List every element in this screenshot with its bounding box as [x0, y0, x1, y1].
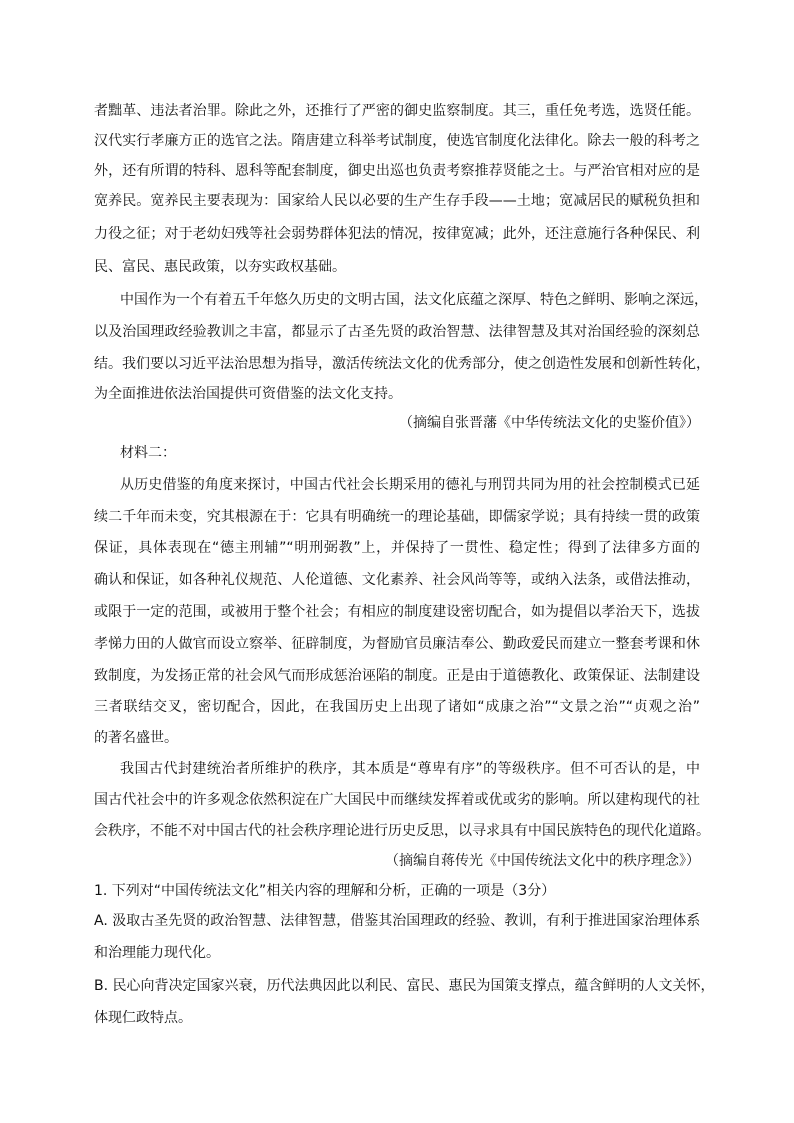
paragraph-line: 国古代社会中的许多观念依然积淀在广大国民中而继续发挥着或优或劣的影响。所以建构现代的社: [94, 792, 700, 808]
answer-option-a: A. 汲取古圣先贤的政治智慧、法律智慧，借鉴其治国理政的经验、教训，有利于推进国家治理体系: [94, 913, 701, 929]
paragraph-line: 我国古代封建统治者所维护的秩序，其本质是“尊卑有序”的等级秩序。但不可否认的是，中: [120, 761, 700, 777]
paragraph-line: 结。我们要以习近平法治思想为指导，激活传统法文化的优秀部分，使之创造性发展和创新性转化，: [94, 356, 710, 372]
paragraph-line: 汉代实行孝廉方正的选官之法。隋唐建立科举考试制度，使选官制度化法律化。除去一般的科考之: [94, 133, 700, 149]
paragraph-line: 的著名盛世。: [94, 730, 178, 746]
paragraph-line: 民、富民、惠民政策，以夯实政权基础。: [94, 259, 346, 275]
paragraph-line: 中国作为一个有着五千年悠久历史的文明古国，法文化底蕴之深厚、特色之鲜明、影响之深远，: [120, 292, 708, 308]
question-stem: 1. 下列对“中国传统法文化”相关内容的理解和分析，正确的一项是（3分）: [94, 883, 556, 899]
source-citation: （摘编自蒋传光《中国传统法文化中的秩序理念》）: [385, 853, 700, 869]
paragraph-line: 致制度，为发扬正常的社会风气而形成惩治诬陷的制度。正是由于道德教化、政策保证、法制建设: [94, 668, 700, 684]
paragraph-line: 以及治国理政经验教训之丰富，都显示了古圣先贤的政治智慧、法律智慧及其对治国经验的深刻总: [94, 324, 700, 340]
paragraph-line: 或限于一定的范围，或被用于整个社会；有相应的制度建设密切配合，如为提倡以孝治天下，选拔: [94, 604, 700, 620]
paragraph-line: 会秩序，不能不对中国古代的社会秩序理论进行历史反思，以寻求具有中国民族特色的现代化道路。: [94, 823, 710, 839]
section-heading: 材料二：: [120, 445, 176, 461]
paragraph-line: 三者联结交叉，密切配合，因此，在我国历史上出现了诸如“成康之治”“文景之治”“贞观之治”: [94, 699, 700, 715]
answer-option-a-continued: 和治理能力现代化。: [94, 945, 220, 961]
paragraph-line: 确认和保证，如各种礼仪规范、人伦道德、文化素养、社会风尚等等，或纳入法条，或借法推动，: [94, 572, 700, 588]
paragraph-line: 外，还有所谓的特科、恩科等配套制度，御史出巡也负责考察推荐贤能之士。与严治官相对应的是: [94, 163, 700, 179]
paragraph-line: 者黜革、违法者治罪。除此之外，还推行了严密的御史监察制度。其三，重任免考选，选贤任能。: [94, 103, 700, 119]
paragraph-line: 力役之征；对于老幼妇残等社会弱势群体犯法的情况，按律宽减；此外，还注意施行各种保民、利: [94, 226, 700, 242]
paragraph-line: 从历史借鉴的角度来探讨，中国古代社会长期采用的德礼与刑罚共同为用的社会控制模式已延: [120, 477, 700, 493]
answer-option-b-continued: 体现仁政特点。: [94, 1010, 192, 1026]
answer-option-b: B. 民心向背决定国家兴衰，历代法典因此以利民、富民、惠民为国策支撑点，蕴含鲜明的人文关怀，: [94, 978, 715, 994]
paragraph-line: 续二千年而未变，究其根源在于：它具有明确统一的理论基础，即儒家学说；具有持续一贯的政策: [94, 509, 700, 525]
source-citation: （摘编自张晋藩《中华传统法文化的史鉴价值》）: [399, 415, 700, 431]
paragraph-line: 宽养民。宽养民主要表现为：国家给人民以必要的生产生存手段——土地；宽减居民的赋税负担和: [94, 193, 700, 209]
paragraph-line: 为全面推进依法治国提供可资借鉴的法文化支持。: [94, 386, 402, 402]
paragraph-line: 孝悌力田的人做官而设立察举、征辟制度，为督励官员廉洁奉公、勤政爱民而建立一整套考课和休: [94, 636, 700, 652]
paragraph-line: 保证，具体表现在“德主刑辅”“明刑弼教”上，并保持了一贯性、稳定性；得到了法律多方面的: [94, 540, 700, 556]
